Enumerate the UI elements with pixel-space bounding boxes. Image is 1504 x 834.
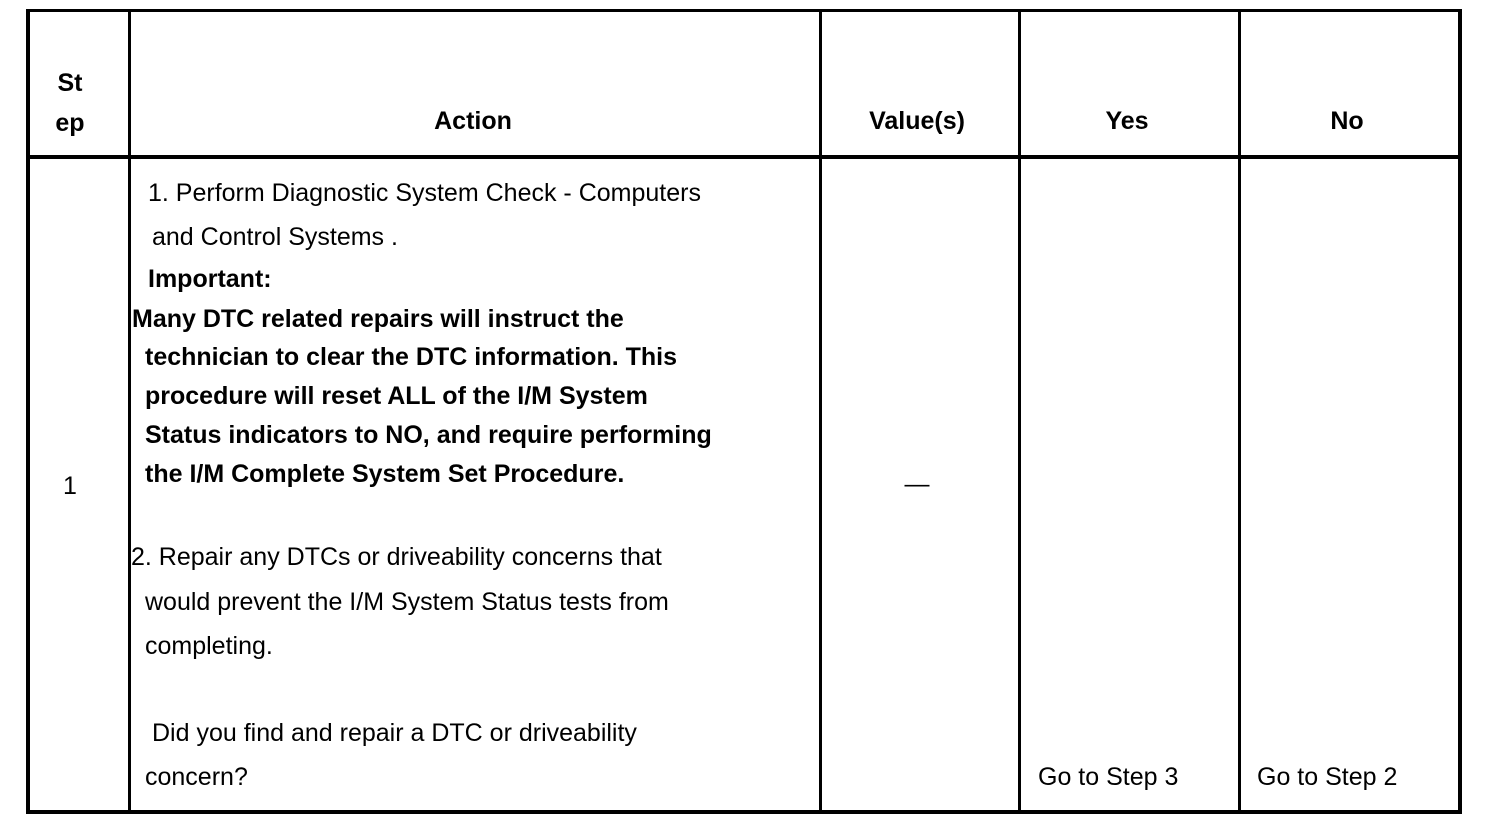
action-item1-line2: and Control Systems . — [152, 223, 398, 251]
action-item1-line1: 1. Perform Diagnostic System Check - Computers — [148, 179, 701, 207]
header-values: Value(s) — [869, 107, 965, 135]
header-step-line1: St — [57, 69, 83, 97]
important-line5: the I/M Complete System Set Procedure. — [145, 460, 625, 488]
no-goto-step: Go to Step 2 — [1257, 763, 1398, 791]
row-step-number: 1 — [63, 472, 77, 500]
header-no: No — [1330, 107, 1364, 135]
important-line2: technician to clear the DTC information. This — [145, 343, 678, 371]
header-action: Action — [434, 107, 512, 135]
important-line1: Many DTC related repairs will instruct the — [132, 305, 624, 333]
yes-goto-step: Go to Step 3 — [1038, 763, 1179, 791]
question-line2: concern? — [145, 763, 248, 791]
action-item2-line2: would prevent the I/M System Status tests from — [145, 588, 669, 616]
action-item2-line3: completing. — [145, 632, 273, 660]
header-yes: Yes — [1105, 107, 1149, 135]
header-divider — [30, 155, 1458, 159]
important-line4: Status indicators to NO, and require performing — [145, 421, 712, 449]
important-label: Important: — [148, 265, 272, 293]
row-value: — — [904, 470, 930, 498]
important-line3: procedure will reset ALL of the I/M System — [145, 382, 648, 410]
question-line1: Did you find and repair a DTC or driveability — [152, 719, 637, 747]
header-step-line2: ep — [55, 109, 85, 137]
action-item2-line1: 2. Repair any DTCs or driveability concerns that — [131, 543, 662, 571]
